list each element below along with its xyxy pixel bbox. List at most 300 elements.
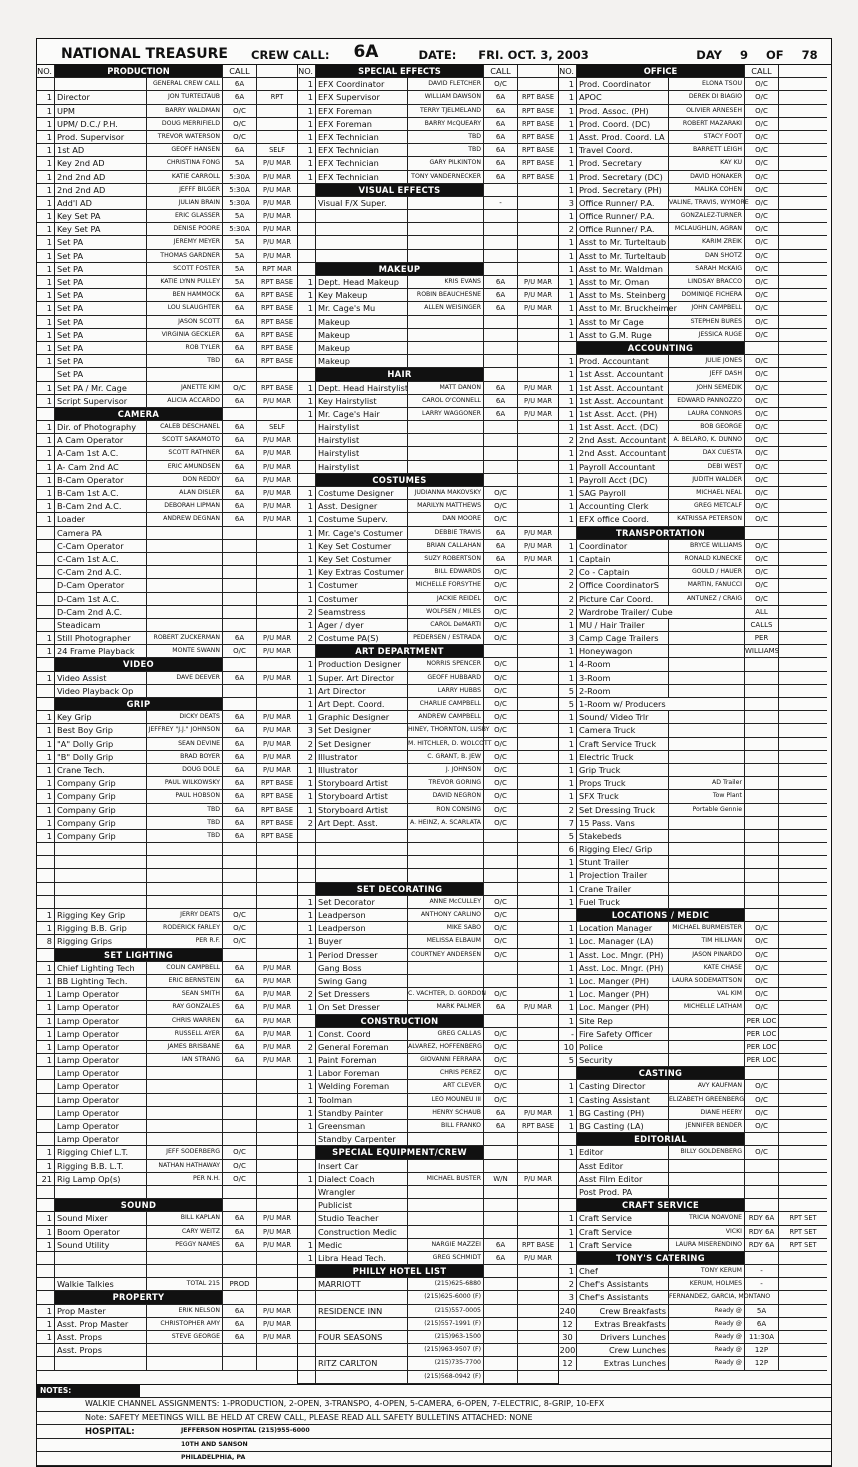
note-cell bbox=[257, 1080, 297, 1092]
crew-row bbox=[298, 1291, 558, 1304]
quantity-cell: 1 bbox=[559, 1146, 577, 1158]
call-time-cell: 6A bbox=[223, 513, 257, 525]
quantity-cell: 1 bbox=[37, 329, 55, 341]
hospital-address: 10TH AND SANSON bbox=[181, 1440, 248, 1448]
column-header-row bbox=[37, 65, 297, 78]
name-cell: JESSICA RUGE bbox=[669, 329, 745, 341]
crew-row bbox=[559, 830, 827, 843]
quantity-cell: 1 bbox=[298, 909, 316, 921]
position-cell bbox=[316, 1318, 408, 1330]
quantity-cell bbox=[37, 1252, 55, 1264]
empty-cell bbox=[223, 698, 257, 710]
position-cell bbox=[316, 843, 408, 855]
name-cell: TBD bbox=[147, 830, 223, 842]
crew-row bbox=[559, 790, 827, 803]
call-time-cell bbox=[745, 764, 779, 776]
call-time-cell bbox=[223, 1120, 257, 1132]
empty-cell bbox=[779, 527, 827, 539]
crew-row bbox=[37, 843, 297, 856]
meal-type: Crew Lunches bbox=[577, 1344, 669, 1356]
crew-row bbox=[37, 751, 297, 764]
quantity-cell: 1 bbox=[37, 91, 55, 103]
crew-row bbox=[37, 764, 297, 777]
note-cell bbox=[518, 1226, 558, 1238]
name-cell: JAMES BRISBANE bbox=[147, 1041, 223, 1053]
call-time-cell: 6A bbox=[223, 711, 257, 723]
crew-row bbox=[37, 236, 297, 249]
position-cell: Co - Captain bbox=[577, 566, 669, 578]
crew-row bbox=[559, 751, 827, 764]
position-cell: Libra Head Tech. bbox=[316, 1252, 408, 1264]
note-cell bbox=[779, 78, 827, 90]
position-cell: Crane Tech. bbox=[55, 764, 147, 776]
quantity-cell bbox=[37, 869, 55, 881]
call-time-cell bbox=[484, 223, 518, 235]
note-cell: P/U MAR bbox=[263, 489, 291, 497]
note-cell bbox=[518, 1199, 558, 1211]
note-cell bbox=[257, 78, 297, 90]
call-time-cell: RDY 6A bbox=[745, 1226, 779, 1238]
call-time-cell: O/C bbox=[223, 1160, 257, 1172]
name-cell: TBD bbox=[147, 817, 223, 829]
crew-row bbox=[37, 975, 297, 988]
quantity-cell: 1 bbox=[37, 817, 55, 829]
note-cell bbox=[257, 1252, 297, 1264]
quantity-cell: 2 bbox=[298, 606, 316, 618]
empty-cell bbox=[745, 1199, 779, 1211]
position-cell: Camera Truck bbox=[577, 724, 669, 736]
empty-cell bbox=[37, 698, 55, 710]
position-cell: Set PA bbox=[55, 263, 147, 275]
position-cell: EFX Technician bbox=[316, 171, 408, 183]
note-cell bbox=[779, 1278, 827, 1290]
note-cell: P/U MAR bbox=[263, 1333, 291, 1341]
crew-row bbox=[37, 513, 297, 526]
note-cell bbox=[518, 1160, 558, 1172]
note-cell bbox=[257, 1278, 297, 1290]
crew-row bbox=[298, 1371, 558, 1384]
note-cell bbox=[518, 1054, 558, 1066]
crew-row bbox=[37, 790, 297, 803]
name-cell: KERUM, HOLMES bbox=[669, 1278, 745, 1290]
call-time-cell: 6A bbox=[484, 1252, 518, 1264]
name-cell bbox=[669, 869, 745, 881]
note-cell bbox=[779, 606, 827, 618]
note-cell: P/U MAR bbox=[263, 172, 291, 181]
call-time-cell: 6A bbox=[223, 1305, 257, 1317]
name-cell: RONALD KUNECKE bbox=[669, 553, 745, 565]
position-cell bbox=[55, 869, 147, 881]
position-cell: Video Playback Op bbox=[55, 685, 147, 697]
note-cell bbox=[779, 368, 827, 380]
note-cell bbox=[779, 579, 827, 591]
name-cell: FERNANDEZ, GARCIA, MONTANO bbox=[669, 1291, 745, 1303]
crew-row bbox=[298, 91, 558, 104]
position-cell: Set Decorator bbox=[316, 896, 408, 908]
crew-row bbox=[298, 566, 558, 579]
empty-cell bbox=[298, 645, 316, 657]
crew-row bbox=[37, 883, 297, 896]
name-cell: ALICIA ACCARDO bbox=[147, 395, 223, 407]
call-time-cell: 6A bbox=[223, 500, 257, 512]
section-header bbox=[298, 645, 558, 658]
quantity-cell: 1 bbox=[559, 263, 577, 275]
name-cell: ALLEN WEISINGER bbox=[408, 302, 484, 314]
quantity-cell: 1 bbox=[37, 276, 55, 288]
name-cell: MELISSA ELBAUM bbox=[408, 935, 484, 947]
quantity-cell: 1 bbox=[559, 157, 577, 169]
name-cell bbox=[147, 1120, 223, 1132]
crew-row bbox=[559, 289, 827, 302]
position-cell: Asst to Mr. Turteltaub bbox=[577, 236, 669, 248]
name-cell bbox=[669, 817, 745, 829]
quantity-cell: 1 bbox=[559, 988, 577, 1000]
section-title: CRAFT SERVICE bbox=[577, 1199, 745, 1211]
name-cell: THOMAS GARDNER bbox=[147, 250, 223, 262]
quantity-cell: 2 bbox=[559, 1278, 577, 1290]
crew-row bbox=[559, 276, 827, 289]
note-cell bbox=[779, 157, 827, 169]
name-cell bbox=[147, 593, 223, 605]
note-cell: P/U MAR bbox=[263, 726, 291, 735]
call-time-cell: O/C bbox=[223, 935, 257, 947]
note-cell bbox=[518, 250, 558, 262]
note-cell: P/U MAR bbox=[263, 1029, 291, 1038]
position-cell: Storyboard Artist bbox=[316, 790, 408, 802]
position-cell: 2nd Asst. Accountant bbox=[577, 447, 669, 459]
call-time-cell bbox=[223, 1265, 257, 1277]
call-time-cell: PER bbox=[745, 632, 779, 644]
crew-row bbox=[559, 144, 827, 157]
crew-row bbox=[298, 1067, 558, 1080]
position-cell: Prod. Assoc. (PH) bbox=[577, 105, 669, 117]
note-cell bbox=[779, 316, 827, 328]
quantity-cell: 1 bbox=[559, 738, 577, 750]
position-cell: 4-Room bbox=[577, 658, 669, 670]
name-cell: JEFF SODERBERG bbox=[147, 1146, 223, 1158]
position-cell: "A" Dolly Grip bbox=[55, 738, 147, 750]
note-cell: P/U MAR bbox=[263, 515, 291, 524]
quantity-cell: 1 bbox=[559, 553, 577, 565]
position-cell: Captain bbox=[577, 553, 669, 565]
crew-row bbox=[298, 382, 558, 395]
name-cell: IAN STRANG bbox=[147, 1054, 223, 1066]
quantity-cell: 1 bbox=[298, 1120, 316, 1132]
quantity-cell bbox=[37, 1186, 55, 1198]
name-cell: AD Trailer bbox=[669, 777, 745, 789]
crew-row bbox=[298, 764, 558, 777]
note-cell bbox=[779, 329, 827, 341]
empty-cell bbox=[779, 1067, 827, 1079]
crew-row bbox=[37, 197, 297, 210]
name-cell: JEFFF BILGER bbox=[147, 184, 223, 196]
empty-cell bbox=[779, 909, 827, 921]
crew-row bbox=[559, 935, 827, 948]
meal-type: Extras Lunches bbox=[577, 1357, 669, 1369]
note-cell: P/U MAR bbox=[263, 673, 291, 682]
crew-row bbox=[37, 896, 297, 909]
note-cell: RPT BASE bbox=[521, 132, 555, 141]
section-title: GRIP bbox=[55, 698, 223, 710]
quantity-cell bbox=[37, 1357, 55, 1369]
quantity-cell: 1 bbox=[559, 869, 577, 881]
position-cell: Storyboard Artist bbox=[316, 804, 408, 816]
name-cell: GEOFF HANSEN bbox=[147, 144, 223, 156]
crew-row bbox=[559, 1186, 827, 1199]
call-time-cell bbox=[223, 527, 257, 539]
crew-row bbox=[37, 355, 297, 368]
name-cell: TRICIA NOAVONE bbox=[669, 1212, 745, 1224]
crew-row bbox=[298, 909, 558, 922]
call-time-cell: O/C bbox=[745, 566, 779, 578]
note-cell bbox=[779, 513, 827, 525]
position-cell: Super. Art Director bbox=[316, 672, 408, 684]
call-time-cell: O/C bbox=[745, 962, 779, 974]
quantity-cell: 1 bbox=[559, 1265, 577, 1277]
note-cell bbox=[518, 487, 558, 499]
quantity-cell: 2 bbox=[559, 434, 577, 446]
crew-row bbox=[559, 421, 827, 434]
quantity-cell bbox=[298, 1278, 316, 1290]
call-time-cell bbox=[484, 434, 518, 446]
note-cell bbox=[518, 804, 558, 816]
quantity-cell: 1 bbox=[559, 91, 577, 103]
quantity-cell: 1 bbox=[298, 408, 316, 420]
empty-cell bbox=[779, 1252, 827, 1264]
crew-row bbox=[298, 540, 558, 553]
note-cell: P/U MAR bbox=[524, 383, 552, 392]
note-cell bbox=[518, 1080, 558, 1092]
name-cell: CHRIS PEREZ bbox=[408, 1067, 484, 1079]
position-cell: Mr. Cage's Costumer bbox=[316, 527, 408, 539]
call-time-cell: 6A bbox=[484, 527, 518, 539]
position-cell: Key 2nd AD bbox=[55, 157, 147, 169]
note-cell: RPT BASE bbox=[260, 831, 294, 840]
crew-row bbox=[298, 408, 558, 421]
empty-cell bbox=[484, 1146, 518, 1158]
note-cell bbox=[257, 566, 297, 578]
crew-row bbox=[37, 1344, 297, 1357]
empty-cell bbox=[257, 698, 297, 710]
name-cell: DAVID NEGRON bbox=[408, 790, 484, 802]
note-cell bbox=[257, 1120, 297, 1132]
crew-row bbox=[37, 711, 297, 724]
quantity-cell: 1 bbox=[298, 804, 316, 816]
note-cell bbox=[779, 1094, 827, 1106]
note-cell: RPT BASE bbox=[521, 1240, 555, 1249]
section-header bbox=[559, 1133, 827, 1146]
empty-cell bbox=[484, 263, 518, 275]
note-cell bbox=[779, 250, 827, 262]
crew-row bbox=[298, 1305, 558, 1318]
note-cell bbox=[257, 883, 297, 895]
day-number: 9 bbox=[739, 48, 748, 62]
quantity-cell bbox=[37, 843, 55, 855]
quantity-cell bbox=[298, 1212, 316, 1224]
crew-row bbox=[559, 949, 827, 962]
name-cell: A. HEINZ, A. SCARLATA bbox=[408, 817, 484, 829]
position-cell: Asst. Props bbox=[55, 1331, 147, 1343]
call-time-cell: O/C bbox=[484, 909, 518, 921]
crew-row bbox=[298, 197, 558, 210]
crew-row bbox=[37, 1054, 297, 1067]
quantity-cell: 1 bbox=[37, 975, 55, 987]
name-cell bbox=[147, 896, 223, 908]
note-cell bbox=[779, 447, 827, 459]
note-cell bbox=[257, 922, 297, 934]
note-cell bbox=[257, 935, 297, 947]
call-time-cell bbox=[484, 447, 518, 459]
quantity-cell bbox=[298, 329, 316, 341]
quantity-cell: 1 bbox=[37, 988, 55, 1000]
call-sheet bbox=[36, 38, 832, 1467]
position-cell: Prod. Coord. (DC) bbox=[577, 118, 669, 130]
note-cell bbox=[257, 685, 297, 697]
position-cell: Best Boy Grip bbox=[55, 724, 147, 736]
position-cell: EFX Technician bbox=[316, 131, 408, 143]
quantity-cell: 1 bbox=[298, 949, 316, 961]
quantity-cell: 1 bbox=[37, 751, 55, 763]
position-cell: 3-Room bbox=[577, 672, 669, 684]
empty-cell bbox=[298, 883, 316, 895]
name-cell: LAURA MISERENDINO bbox=[669, 1239, 745, 1251]
crew-row bbox=[559, 355, 827, 368]
call-time-cell: 5A bbox=[223, 263, 257, 275]
quantity-cell bbox=[37, 1067, 55, 1079]
crew-row bbox=[559, 698, 827, 711]
crew-row bbox=[37, 447, 297, 460]
name-cell: BRAD BOYER bbox=[147, 751, 223, 763]
quantity-cell: 1 bbox=[298, 302, 316, 314]
note-cell bbox=[779, 988, 827, 1000]
position-cell: Site Rep bbox=[577, 1015, 669, 1027]
empty-cell bbox=[779, 342, 827, 354]
position-cell: Prod. Secretary bbox=[577, 157, 669, 169]
note-cell bbox=[518, 342, 558, 354]
crew-row bbox=[298, 131, 558, 144]
crew-row bbox=[559, 1107, 827, 1120]
name-cell bbox=[408, 1226, 484, 1238]
position-cell: B-Cam 1st A.C. bbox=[55, 487, 147, 499]
quantity-cell: 1 bbox=[37, 144, 55, 156]
call-time-cell: O/C bbox=[745, 1094, 779, 1106]
name-cell: LINDSAY BRACCO bbox=[669, 276, 745, 288]
crew-row bbox=[559, 368, 827, 381]
empty-cell bbox=[223, 1291, 257, 1303]
section-title: SOUND bbox=[55, 1199, 223, 1211]
note-cell bbox=[518, 1041, 558, 1053]
note-cell bbox=[779, 421, 827, 433]
crew-row bbox=[559, 131, 827, 144]
name-cell: SEAN DEVINE bbox=[147, 738, 223, 750]
walkie-channels: WALKIE CHANNEL ASSIGNMENTS: 1-PRODUCTION, 2-OPEN, 3-TRANSPO, 4-OPEN, 5-CAMERA, 6-OPEN, 7-ELECTRIC, 8-GRIP, 10-EFX bbox=[37, 1398, 831, 1412]
call-time-cell: 5A bbox=[223, 276, 257, 288]
quantity-cell: 1 bbox=[298, 540, 316, 552]
name-cell bbox=[408, 210, 484, 222]
call-time-cell: 6A bbox=[223, 988, 257, 1000]
position-cell: RITZ CARLTON bbox=[316, 1357, 408, 1369]
note-cell bbox=[518, 593, 558, 605]
note-cell bbox=[779, 210, 827, 222]
crew-row bbox=[298, 949, 558, 962]
name-cell bbox=[408, 830, 484, 842]
crew-row bbox=[37, 171, 297, 184]
note-cell: RPT BASE bbox=[521, 159, 555, 168]
crew-row bbox=[37, 856, 297, 869]
call-time-cell: O/C bbox=[223, 909, 257, 921]
crew-row bbox=[298, 1028, 558, 1041]
note-cell: SELF bbox=[269, 423, 285, 432]
crew-row bbox=[298, 1318, 558, 1331]
quantity-cell bbox=[37, 856, 55, 868]
note-cell bbox=[779, 461, 827, 473]
call-time-cell: 6A bbox=[484, 553, 518, 565]
name-cell: COLIN CAMPBELL bbox=[147, 962, 223, 974]
position-cell: Asst. Prop Master bbox=[55, 1318, 147, 1330]
call-time-cell: O/C bbox=[745, 223, 779, 235]
crew-row bbox=[37, 606, 297, 619]
empty-cell bbox=[257, 1291, 297, 1303]
crew-row bbox=[37, 922, 297, 935]
call-time-cell: O/C bbox=[745, 236, 779, 248]
quantity-cell: 1 bbox=[37, 1015, 55, 1027]
call-time-cell: 6A bbox=[223, 421, 257, 433]
quantity-cell: 1 bbox=[559, 540, 577, 552]
call-time-cell: 6A bbox=[223, 474, 257, 486]
crew-row bbox=[559, 1239, 827, 1252]
crew-row bbox=[37, 434, 297, 447]
crew-row bbox=[298, 1107, 558, 1120]
quantity-cell: 1 bbox=[559, 619, 577, 631]
call-time-cell: O/C bbox=[484, 513, 518, 525]
position-cell: Illustrator bbox=[316, 751, 408, 763]
call-time-cell: O/C bbox=[223, 105, 257, 117]
call-time-cell: 6A bbox=[223, 1318, 257, 1330]
call-time-cell: 6A bbox=[223, 1226, 257, 1238]
note-cell: RPT BASE bbox=[260, 278, 294, 286]
quantity-cell: 1 bbox=[298, 685, 316, 697]
note-cell bbox=[257, 553, 297, 565]
position-cell: RESIDENCE INN bbox=[316, 1305, 408, 1317]
name-cell: EDWARD PANNOZZO bbox=[669, 395, 745, 407]
call-time-cell: 6A bbox=[484, 144, 518, 156]
call-time-cell bbox=[484, 236, 518, 248]
crew-row bbox=[37, 1094, 297, 1107]
crew-row bbox=[559, 184, 827, 197]
crew-row bbox=[559, 500, 827, 513]
name-cell bbox=[408, 1186, 484, 1198]
name-cell bbox=[669, 1041, 745, 1053]
call-time-cell: O/C bbox=[223, 645, 257, 657]
name-cell bbox=[408, 843, 484, 855]
position-cell bbox=[316, 223, 408, 235]
notes-section bbox=[37, 1384, 831, 1466]
empty-cell bbox=[484, 645, 518, 657]
name-cell: COURTNEY ANDERSEN bbox=[408, 949, 484, 961]
call-time-cell bbox=[223, 593, 257, 605]
name-cell: PAUL WILKOWSKY bbox=[147, 777, 223, 789]
call-time-cell: 6A bbox=[223, 78, 257, 90]
note-cell: RPT BASE bbox=[260, 330, 294, 339]
position-cell: Asst. Loc. Mngr. (PH) bbox=[577, 962, 669, 974]
name-cell: TBD bbox=[147, 355, 223, 367]
call-time-cell: 6A bbox=[484, 1120, 518, 1132]
position-cell bbox=[55, 896, 147, 908]
crew-row bbox=[298, 342, 558, 355]
quantity-cell bbox=[298, 843, 316, 855]
call-time-cell: O/C bbox=[484, 804, 518, 816]
quantity-cell: 21 bbox=[37, 1173, 55, 1185]
